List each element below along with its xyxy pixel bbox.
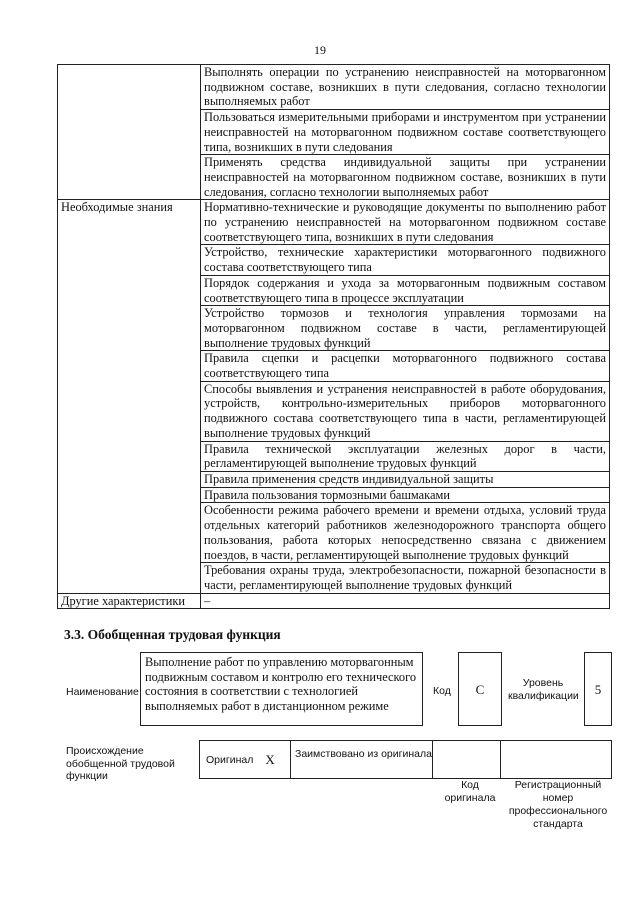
row-label [58, 110, 201, 155]
requirements-table [57, 64, 610, 609]
borrowed-label: Заимствовано из оригинала [295, 747, 432, 760]
row-text: Способы выявления и устранения неисправностей в работе оборудования, устройств, контрольно-измерительных приборов моторвагонного подвижного состава соответствующего типа в части, регламентирующей выполнение трудовых функций [201, 381, 610, 441]
table-row [58, 200, 610, 245]
row-label [58, 503, 201, 563]
table-row [58, 381, 610, 441]
original-mark: X [265, 751, 275, 767]
table-row [58, 155, 610, 200]
table-row [58, 275, 610, 305]
table-row [58, 487, 610, 503]
code-original-caption: Код оригинала [444, 779, 496, 804]
table-row [58, 306, 610, 351]
table-row [58, 110, 610, 155]
row-label [58, 155, 201, 200]
row-label [58, 441, 201, 471]
table-row [58, 351, 610, 381]
row-text: Особенности режима рабочего времени и времени отдыха, условий труда отдельных категорий работников железнодорожного транспорта общего пользования, работа которых непосредственно связана с движением поездов, в части, регламентирующей выполнение трудовых функций [201, 503, 610, 563]
row-label [58, 275, 201, 305]
row-text: Требования охраны труда, электробезопасности, пожарной безопасности в части, регламентирующей выполнение трудовых функций [201, 563, 610, 593]
row-text: Правила сцепки и расцепки моторвагонного подвижного состава соответствующего типа [201, 351, 610, 381]
function-name-value: Выполнение работ по управлению моторвагонным подвижным составом и контролю его технического состояния в соответствии с технологией выполняемых работ в дистанционном режиме [140, 652, 423, 726]
row-text: Применять средства индивидуальной защиты при устранении неисправностей на моторвагонном подвижном составе, возникших в пути следования, согласно технологии выполняемых работ [201, 155, 610, 200]
table-row [58, 593, 610, 609]
row-text: Устройство тормозов и технология управления тормозами на моторвагонном подвижном составе в части, регламентирующей выполнение трудовых функций [201, 306, 610, 351]
row-label [58, 563, 201, 593]
origin-table [199, 740, 612, 779]
row-text: Порядок содержания и ухода за моторвагонным подвижным составом соответствующего типа в процессе эксплуатации [201, 275, 610, 305]
row-text: Устройство, технические характеристики моторвагонного подвижного состава соответствующего типа [201, 245, 610, 275]
level-label: Уровень квалификации [508, 677, 579, 702]
table-row [58, 471, 610, 487]
table-row [58, 441, 610, 471]
row-label [58, 65, 201, 110]
origin-label: Происхождение обобщенной трудовой функции [66, 745, 175, 782]
row-text: Правила технической эксплуатации железных дорог в части, регламентирующей выполнение трудовых функций [201, 441, 610, 471]
original-cell [200, 741, 291, 778]
name-label: Наименование [66, 686, 139, 698]
table-row [58, 563, 610, 593]
row-label [58, 487, 201, 503]
row-text: Пользоваться измерительными приборами и инструментом при устранении неисправностей на моторвагонном подвижном составе соответствующего типа, возникших в пути следования [201, 110, 610, 155]
row-label [58, 306, 201, 351]
row-label [58, 471, 201, 487]
borrowed-cell [291, 741, 433, 778]
row-text: Выполнять операции по устранению неисправностей на моторвагонном подвижном составе, возникших в пути следования, согласно технологии выполняемых работ [201, 65, 610, 110]
row-label [58, 351, 201, 381]
row-text: Правила пользования тормозными башмаками [201, 487, 610, 503]
section-title: 3.3. Обобщенная трудовая функция [64, 627, 281, 642]
table-row [58, 503, 610, 563]
row-label-other: Другие характеристики [58, 593, 201, 609]
row-label-knowledge: Необходимые знания [58, 200, 201, 245]
level-value: 5 [584, 652, 612, 726]
code-value: C [458, 652, 502, 726]
row-text: Нормативно-технические и руководящие документы по выполнению работ по устранению неисправностей на моторвагонном подвижном составе соответствующего типа, возникших в пути следования [201, 200, 610, 245]
row-text: – [201, 593, 610, 609]
reg-number-caption: Регистрационный номер профессионального стандарта [508, 779, 608, 830]
row-label [58, 381, 201, 441]
code-label: Код [433, 685, 451, 697]
reg-number-cell [501, 741, 611, 778]
code-original-cell [433, 741, 501, 778]
table-row [58, 65, 610, 110]
original-label: Оригинал [206, 753, 254, 766]
row-text: Правила применения средств индивидуальной защиты [201, 471, 610, 487]
row-label [58, 245, 201, 275]
table-row [58, 245, 610, 275]
page-number: 19 [314, 43, 326, 57]
